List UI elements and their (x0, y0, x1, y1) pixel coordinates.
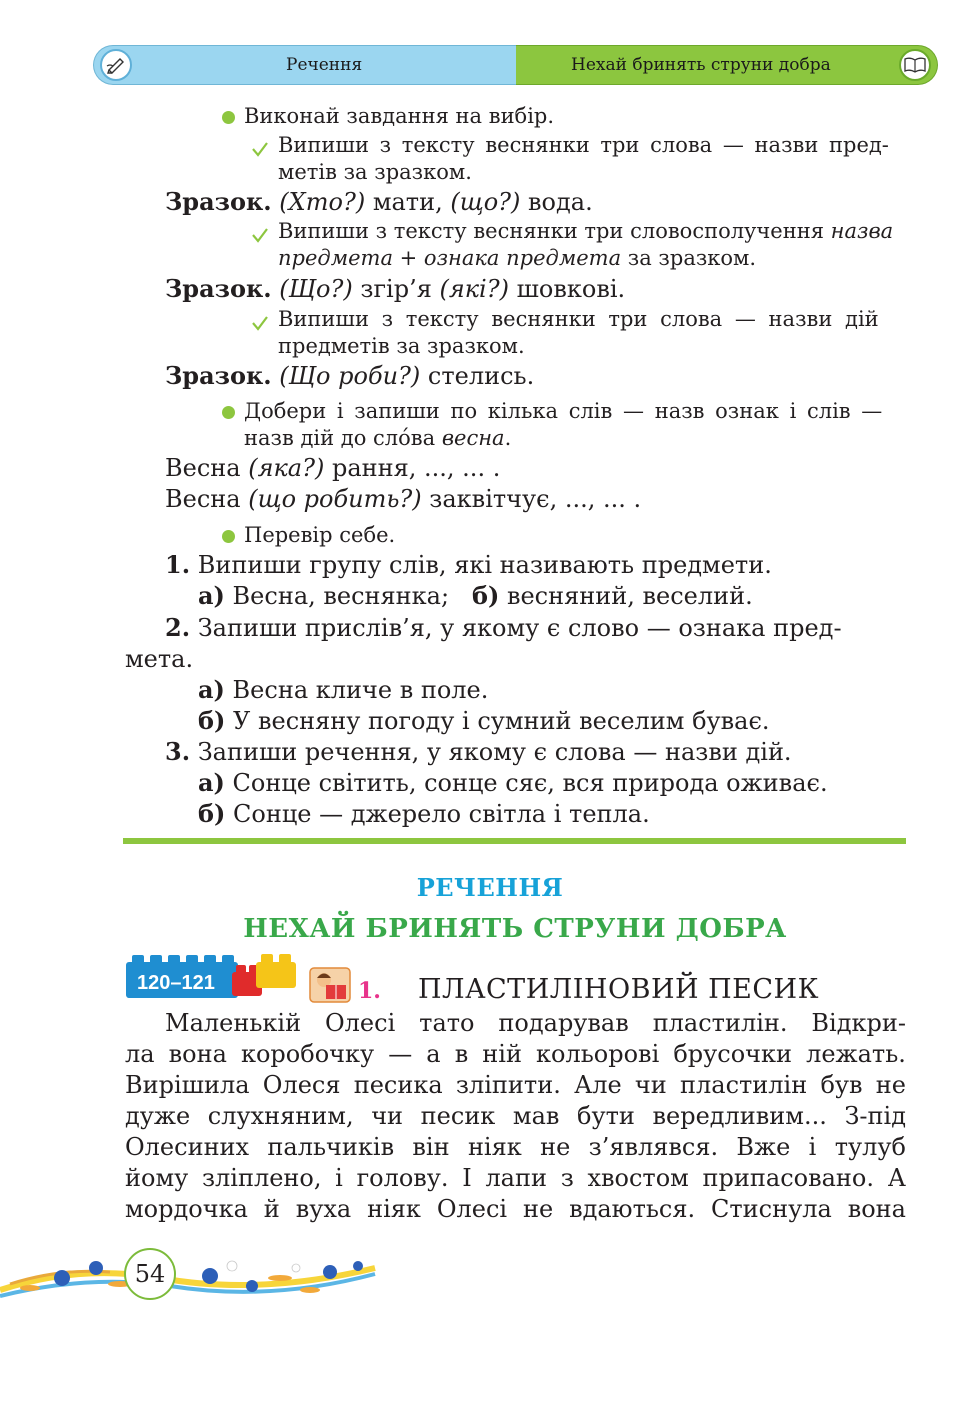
story-word: тулуб (834, 1133, 906, 1161)
story-word: хвостом (587, 1164, 689, 1192)
story-word: бути (577, 1102, 635, 1130)
item1-line1 (278, 132, 906, 158)
option-text: весняний, веселий. (499, 582, 753, 610)
story-word: Олесі (436, 1195, 508, 1223)
story-word: І (462, 1164, 472, 1192)
item2-line1-italic: назва (830, 219, 894, 243)
story-word: песик (420, 1102, 496, 1130)
item2-line2-text: за зразком. (621, 246, 757, 270)
example-rest: заквітчує, ..., ... . (421, 485, 642, 513)
story-word: й (263, 1195, 280, 1223)
checkmark-icon (251, 315, 269, 331)
story-word: брусочки (673, 1040, 793, 1068)
story-line (125, 1070, 906, 1100)
sample-label: Зразок. (165, 361, 272, 390)
sample-word: стелись. (420, 362, 535, 390)
self-check-q2-cont: мета. (125, 645, 194, 673)
item2-line1 (278, 218, 893, 244)
question-number: 1. (165, 550, 191, 579)
story-word: вередливим... (652, 1102, 827, 1130)
header-right-title: Нехай бринять струни добра (571, 55, 831, 75)
example-question: (яка?) (248, 454, 325, 482)
story-word: він (412, 1133, 450, 1161)
example-rest: рання, ..., ... . (324, 454, 501, 482)
story-word: пальчиків (267, 1133, 395, 1161)
question-text: Випиши групу слів, які називають предмети. (190, 551, 772, 579)
bullet-dot (222, 530, 235, 543)
story-word: З-під (844, 1102, 906, 1130)
story-word: вдаються. (569, 1195, 696, 1223)
bullet-dot (222, 111, 235, 124)
item2-line2 (278, 245, 756, 271)
item1-line1-text: Випиши з тексту веснянки три слова — назви пред- (278, 133, 889, 157)
word-example-2 (165, 484, 641, 514)
self-check-title: Перевір себе. (244, 523, 396, 547)
self-check-q3-b (198, 799, 650, 829)
pen-icon (100, 49, 132, 81)
story-word: А (887, 1164, 906, 1192)
sample-question: (Що?) (279, 275, 353, 303)
item2-line2-italic: предмета + ознака предмета (278, 246, 622, 270)
sample-question: (Що роби?) (279, 362, 421, 390)
self-check-q3-a (198, 768, 828, 798)
section-subheading: НЕХАЙ БРИНЯТЬ СТРУНИ ДОБРА (243, 914, 787, 944)
sample-word: шовкові. (508, 275, 626, 303)
self-check-q2 (165, 613, 842, 643)
story-word: вона (168, 1040, 227, 1068)
story-word: вона (847, 1195, 906, 1223)
story-word: з (560, 1164, 574, 1192)
task-words-line2-end: . (504, 426, 512, 450)
story-word: ніяк (467, 1133, 522, 1161)
story-word: Олесиних (125, 1133, 250, 1161)
reading-child-icon (306, 966, 352, 1006)
question-number: 3. (165, 737, 191, 766)
sample1 (165, 187, 593, 217)
sample3 (165, 361, 534, 391)
story-word: песика (353, 1071, 443, 1099)
story-word: — (388, 1040, 413, 1068)
story-word: лежать. (806, 1040, 906, 1068)
story-word: і (335, 1164, 343, 1192)
story-word: голову. (356, 1164, 449, 1192)
story-word: зліпити. (455, 1071, 561, 1099)
story-word: Маленькій (165, 1009, 302, 1037)
section-heading: РЕЧЕННЯ (416, 873, 564, 902)
self-check-q2-a (198, 675, 488, 705)
option-text: Весна кличе в поле. (224, 676, 489, 704)
story-word: тато (419, 1009, 475, 1037)
story-word: був (820, 1071, 863, 1099)
header-right-band (516, 45, 938, 85)
sample2 (165, 274, 625, 304)
story-word: і (808, 1133, 817, 1161)
sample-question: (Хто?) (279, 188, 366, 216)
option-text: У весняну погоду і сумний веселим буває. (225, 707, 770, 735)
story-word: в (454, 1040, 469, 1068)
story-line (165, 1008, 906, 1038)
option-label: б) (198, 799, 226, 828)
question-number: 2. (165, 613, 191, 642)
lesson-number: 120–121 (137, 972, 215, 994)
task-choice-intro: Виконай завдання на вибір. (244, 104, 555, 128)
story-word: коробочку (240, 1040, 375, 1068)
story-word: не (540, 1133, 571, 1161)
story-word: ніяк (367, 1195, 421, 1223)
story-word: Олесі (325, 1009, 396, 1037)
task-words-line1 (244, 398, 906, 424)
option-text: Сонце світить, сонце сяє, вся природа оживає. (224, 769, 828, 797)
item3-line1 (278, 306, 906, 332)
story-word: подарував (498, 1009, 629, 1037)
story-word: з’являвся. (588, 1133, 719, 1161)
task-words-line1-text: Добери і запиши по кілька слів — назв ознак і слів — (244, 399, 883, 423)
question-text: Запиши прислів’я, у якому є слово — ознака пред- (190, 614, 842, 642)
story-word: йому (125, 1164, 189, 1192)
checkmark-icon (251, 141, 269, 157)
example-word: Весна (165, 454, 249, 482)
story-title: ПЛАСТИЛІНОВИЙ ПЕСИК (418, 974, 819, 1005)
question-text: Запиши речення, у якому є слова — назви дій. (190, 738, 792, 766)
sample-word: вода. (520, 188, 593, 216)
story-word: пластилін. (652, 1009, 788, 1037)
item3-line2: предметів за зразком. (278, 334, 525, 358)
flower-ornament-icon (0, 1238, 380, 1313)
story-line (125, 1132, 906, 1162)
item2-line1-text: Випиши з тексту веснянки три словосполучення (278, 219, 831, 243)
story-word: а (426, 1040, 441, 1068)
self-check-q1-options (198, 581, 753, 611)
story-word: Стиснула (711, 1195, 832, 1223)
page-header (93, 45, 938, 87)
example-word: Весна (165, 485, 249, 513)
task-words-line2 (244, 425, 511, 451)
story-word: ла (125, 1040, 155, 1068)
story-task-number: 1. (358, 978, 381, 1004)
story-word: Але (574, 1071, 622, 1099)
option-label: б) (471, 581, 500, 610)
story-word: не (875, 1071, 906, 1099)
sample-question: (які?) (439, 275, 509, 303)
header-left-band (93, 45, 516, 85)
story-word: дуже (125, 1102, 191, 1130)
item1-line2: метів за зразком. (278, 160, 472, 184)
story-word: мордочка (125, 1195, 248, 1223)
story-line (125, 1194, 906, 1224)
story-word: Вирішила (125, 1071, 250, 1099)
task-words-line2-text: назв дій до сло́ва (244, 426, 442, 450)
story-word: кольорові (536, 1040, 660, 1068)
story-word: слухняним, (207, 1102, 354, 1130)
checkmark-icon (251, 227, 269, 243)
story-word: вуха (295, 1195, 352, 1223)
self-check-q1 (165, 550, 772, 580)
sample-word: мати, (365, 188, 451, 216)
story-word: лапи (485, 1164, 547, 1192)
bullet-dot (222, 406, 235, 419)
story-word: не (522, 1195, 554, 1223)
option-label: а) (198, 768, 225, 797)
story-word: зліплено, (201, 1164, 322, 1192)
sample-question: (що?) (450, 188, 521, 216)
story-word: чи (634, 1071, 667, 1099)
section-divider (123, 838, 906, 844)
header-left-title: Речення (286, 55, 363, 75)
story-line (125, 1039, 906, 1069)
option-label: а) (198, 581, 225, 610)
story-word: ній (482, 1040, 522, 1068)
story-word: Вже (736, 1133, 791, 1161)
self-check-q2-b (198, 706, 770, 736)
option-label: б) (198, 706, 226, 735)
book-icon (899, 49, 931, 81)
sample-label: Зразок. (165, 274, 272, 303)
self-check-q3 (165, 737, 792, 767)
sample-word: згір’я (352, 275, 440, 303)
option-text: Весна, веснянка; (224, 582, 450, 610)
story-word: Відкри- (811, 1009, 906, 1037)
item3-line1-text: Випиши з тексту веснянки три слова — назви дій (278, 307, 879, 331)
story-word: припасовано. (702, 1164, 874, 1192)
story-word: чи (371, 1102, 404, 1130)
word-example-1 (165, 453, 500, 483)
story-line (125, 1163, 906, 1193)
sample-label: Зразок. (165, 187, 272, 216)
option-text: Сонце — джерело світла і тепла. (225, 800, 650, 828)
page-number: 54 (124, 1248, 176, 1300)
story-word: пластилін (680, 1071, 808, 1099)
story-word: мав (512, 1102, 560, 1130)
story-line (125, 1101, 906, 1131)
task-words-line2-italic: весна (441, 426, 505, 450)
story-word: Олеся (262, 1071, 341, 1099)
option-label: а) (198, 675, 225, 704)
example-question: (що робить?) (248, 485, 422, 513)
